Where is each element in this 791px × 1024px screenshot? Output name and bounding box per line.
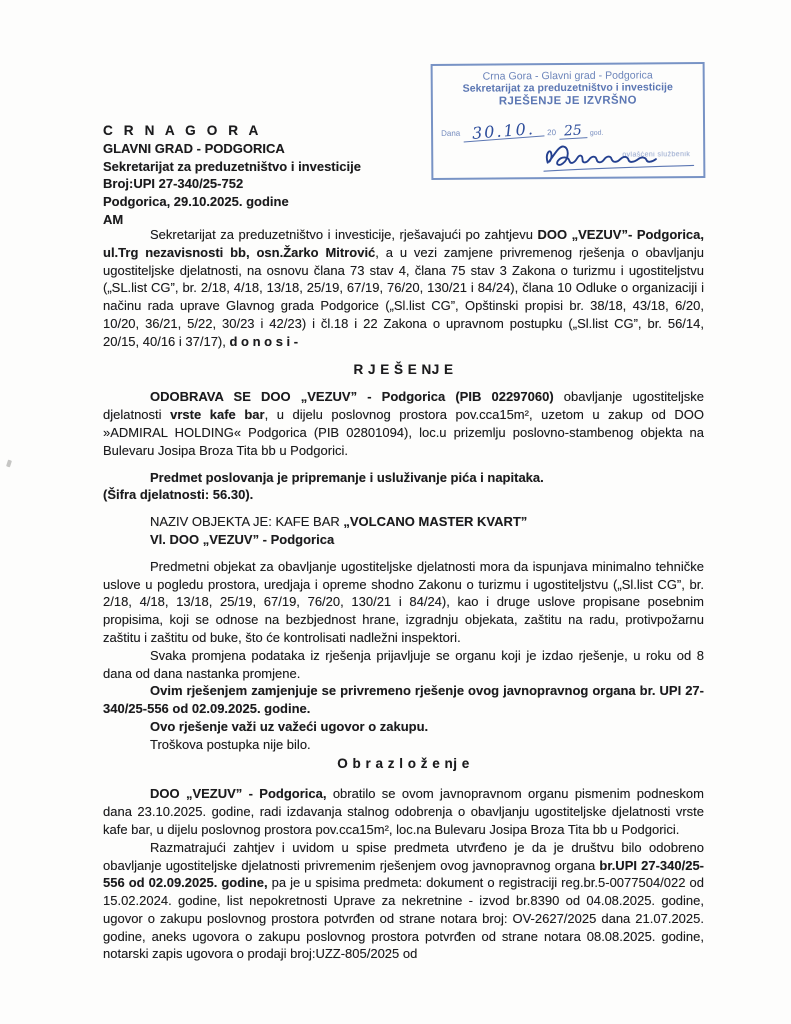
object-name-value: „VOLCANO MASTER KVART” [343,514,528,530]
applicant-name: DOO „VEZUV”- Podgorica, ul.Trg nezavisnosti bb, osn.Žarko Mitrović [103,227,704,260]
scan-artifact [6,460,12,468]
signature-scribble [538,133,698,176]
stamp-date-label: Dana [441,128,461,138]
letterhead-city: GLAVNI GRAD - PODGORICA [103,140,285,156]
review-case-ref: br.UPI 27-340/25-556 od 02.09.2025. godine, [103,857,704,891]
intro-donosi: d o n o s i - [229,333,299,349]
change-notice: Svaka promjena podataka iz rješenja prijavljuje se organu koji je izdao rješenje, u roku od 8 dana od dana nastanka promjene. [103,647,704,681]
intro-lead: Sekretarijat za preduzetništvo i investicije, rješavajući po zahtjevu [150,227,538,242]
review-lead: Razmatrajući zahtjev i uvidom u spise predmeta utvrđeno je da je društvu bilo odobreno obavljanje ugostiteljske djelatnosti privremenim rješenjem ovog javnopravnog organa [103,839,704,873]
stamp-date-handwritten: 30.10. [463,122,545,142]
stamp-status-line: RJEŠENJE JE IZVRŠNO [498,94,637,108]
intro-paragraph [103,226,704,351]
review-evidence: pa je u spisima predmeta: dokument o registraciji reg.br.5-0077504/022 od 15.02.2024. godine, list nepokretnosti Uprave za nekretnine - izvod br.8390 od 04.08.2025. godine, ugovor o zakupu poslovnog prostora potvrđen od strane notara broj: OV-2627/2025 dana 21.07.2025. godine, aneks ugovora o zakupu poslovnog prostora potvrđen od strane notara 08.08.2025. godine, notarski zapis ugovora o prodaji broj:UZZ-805/2025 od [103,875,704,962]
letterhead-place-date: Podgorica, 29.10.2025. godine [103,194,289,210]
approval-location: , u dijelu poslovnog prostora pov.cca15m², uzetom u zakup od DOO »ADMIRAL HOLDING« Podgorica (PIB 02801094), loc.u prizemlju poslovno-stambenog objekta na Bulevaru Josipa Broza Tita bb u Podgorici. [103,407,704,458]
validity-clause: Ovo rješenje važi uz važeći ugovor o zakupu. [150,718,429,734]
stamp-year-handwritten: 25 [559,125,588,140]
letterhead-department: Sekretarijat za preduzetništvo i investicije [103,158,361,174]
costs-clause: Troškova postupka nije bilo. [150,736,311,752]
replacement-clause: Ovim rješenjem zamjenjuje se privremeno rješenje ovog javnopravnog organa br. UPI 27-340/25-556 od 02.09.2025. godine. [103,683,704,717]
intro-legal-basis: , a u vezi zamjene privremenog rješenja o obavljanju ugostiteljske djelatnosti, na osnovu člana 73 stav 4, člana 75 stav 3 Zakona o turizmu i ugostiteljstvu („SL.list CG”, br. 2/18, 4/18, 13/18, 25/19, 67/19, 76/20, 130/21 i 84/24), člana 10 Odluke o organizaciji i načinu rada uprave Glavnog grada Podgorice („Sl.list CG”, Opštinski propisi br. 38/18, 43/18, 6/20, 10/20, 36/21, 5/22, 30/23 i 42/23) i čl.18 i 22 Zakona o upravnom postupku („Sl.list CG”, br. 56/14, 20/15, 40/16 i 37/17), [103,244,705,349]
approval-type: vrste kafe bar [170,407,265,423]
stamp-year-suffix: god. [589,129,604,137]
request-text: obratilo se ovom javnopravnom organu pismenim podneskom dana 23.10.2025. godine, radi izdavanja stalnog odobrenja o obavljanju ugostiteljske djelatnosti vrste kafe bar, u dijelu poslovnog prostora pov.cca15m², loc.na Bulevaru Josipa Broza Tita bb u Podgorici. [103,786,704,837]
request-paragraph [103,785,704,838]
conditions-paragraph: Predmetni objekat za obavljanje ugostiteljske djelatnosti mora da ispunjava minimalno tehničke uslove u pogledu prostora, uredjaja i opreme shodno Zakonu o turizmu i ugostiteljstvu („Sl.list CG”, br. 2/18, 4/18, 13/18, 25/19, 67/19, 76/20, 130/21 i 84/24), kao i druge uslove propisane posebnim propisima, koji se odnose na bezbjednost hrane, izgradnju objekata, zaštitu na radu, protivpožarnu zaštitu i zaštitu od buke, što će kontrolisati nadležni inspektori. [103,558,704,645]
review-paragraph [103,839,704,964]
letterhead-case-number: Broj:UPI 27-340/25-752 [103,176,244,192]
stamp-org-line: Crna Gora - Glavni grad - Podgorica [482,69,653,83]
object-name [103,513,704,531]
stamp-officer-label: ovlašćeni službenik [622,151,691,159]
resolution-title: R J E Š E NJ E [353,361,454,377]
letterhead [103,122,361,229]
explanation-title: O b r a z l o ž e nj e [337,755,470,771]
stamp-department-line: Sekretarijat za preduzetništvo i investicije [462,81,673,95]
approval-activity: obavljanje ugostiteljske djelatnosti [103,389,704,423]
document-body [103,226,704,963]
stamp-year-prefix: 20 [547,128,557,138]
activity-code: (Šifra djelatnosti: 56.30). [103,487,254,503]
approval-paragraph [103,388,704,459]
approval-operative: ODOBRAVA SE DOO „VEZUV” - Podgorica (PIB 02297060) [150,389,554,405]
request-applicant: DOO „VEZUV” - Podgorica, [150,786,327,802]
execution-stamp [431,62,706,180]
letterhead-country: C R N A G O R A [103,123,262,138]
object-name-label: NAZIV OBJEKTA JE: KAFE BAR [150,514,344,530]
owner-line: Vl. DOO „VEZUV” - Podgorica [150,531,335,547]
business-subject: Predmet poslovanja je pripremanje i usluživanje pića i napitaka. [150,469,544,485]
letterhead-clerk-initials: AM [103,211,124,227]
